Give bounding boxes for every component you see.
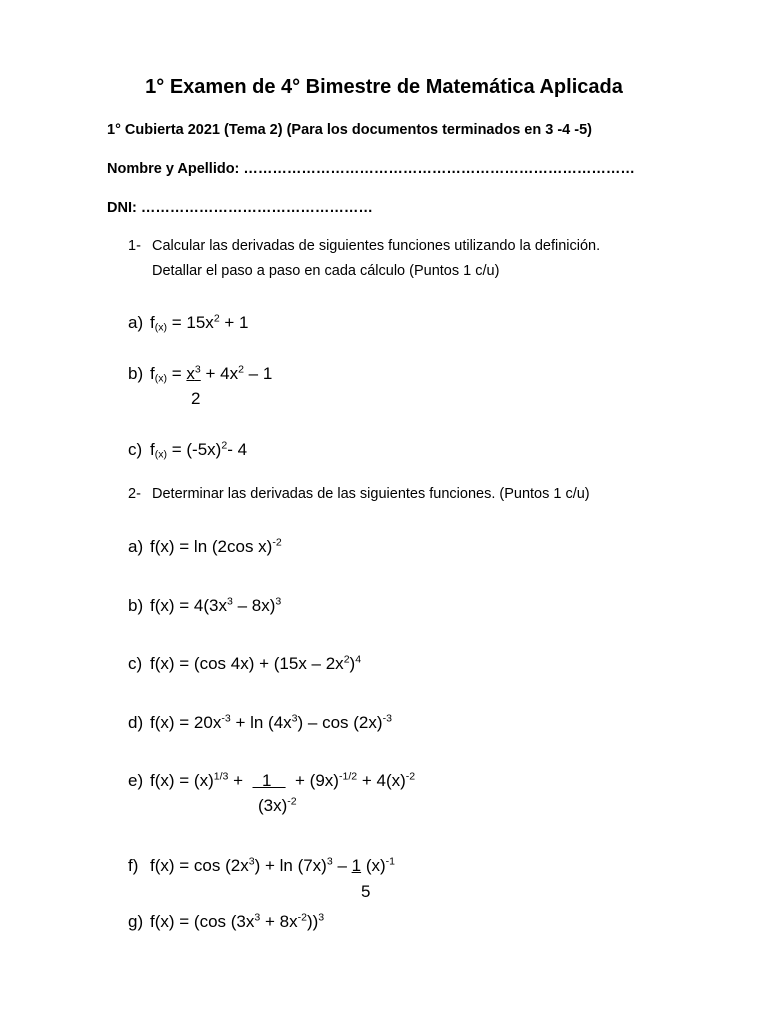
label-d: d) <box>128 713 144 732</box>
exercise-2e-denominator: $(3x)^{-2}$ <box>258 795 297 815</box>
label-f: f) <box>128 856 139 875</box>
section1-line1: Calcular las derivadas de siguientes funciones utilizando la definición. <box>152 238 601 254</box>
label-b: b) <box>128 364 144 383</box>
label-c: c) <box>128 440 143 459</box>
exercise-1b: b) $f_{(x)} = x^3 + 4x^2 - 1$ <box>128 363 273 385</box>
subtitle: 1° Cubierta 2021 (Tema 2) (Para los documentos terminados en 3 -4 -5) <box>107 122 592 138</box>
exercise-2b: b) $f(x) = 4(3x^3 - 8x)^3$ <box>128 595 282 615</box>
label-a: a) <box>128 313 144 332</box>
page-title: 1° Examen de 4° Bimestre de Matemática Aplicada <box>145 76 623 98</box>
dni-field: DNI: ………………………………………… <box>107 200 373 216</box>
exercise-2f-denominator: 5 <box>361 882 371 901</box>
label-g: g) <box>128 912 144 931</box>
label-e: e) <box>128 771 144 790</box>
name-field: Nombre y Apellido: ……………………………………………………………………… <box>107 161 635 177</box>
exercise-2f: f) $f(x) = \cos (2x^3) + \ln (7x)^3 - 1$ $(x)^{-1}$ <box>128 855 396 875</box>
exercise-2c: c) f(x) = (cos $4x) + (15x - 2x^2)^4$ <box>128 653 362 673</box>
exercise-2e: e) $f(x) = (x)^{1/3}$ + 1 + $(9x)^{-1/2} + 4(x)^{-2}$ <box>128 770 416 790</box>
exercise-2g: g) f(x) = (cos $(3x^3 + 8x^{-2}))^3$ <box>128 911 325 931</box>
section1-number: 1- <box>128 238 141 254</box>
section2-line1: Determinar las derivadas de las siguientes funciones. (Puntos 1 c/u) <box>152 486 590 502</box>
exercise-2a: a) f(x) = ln (2cos x)$^{-2}$ <box>128 536 282 556</box>
exercise-1c: c) $f_{(x)} = (-5x)^2-$ 4 <box>128 439 248 461</box>
exercise-1a: a) $f_{(x)} = 15x^2 + 1$ <box>128 312 249 334</box>
section2-number: 2- <box>128 486 141 502</box>
exercise-2d: d) $f(x) = 20x^{-3} + \ln (4x^3) - \cos (2x)^{-3}$ <box>128 712 392 732</box>
section1-line2: Detallar el paso a paso en cada cálculo (Puntos 1 c/u) <box>152 263 500 279</box>
exercise-1b-denominator: 2 <box>191 389 201 408</box>
label-c: c) <box>128 654 143 673</box>
label-b: b) <box>128 596 144 615</box>
label-a: a) <box>128 537 144 556</box>
